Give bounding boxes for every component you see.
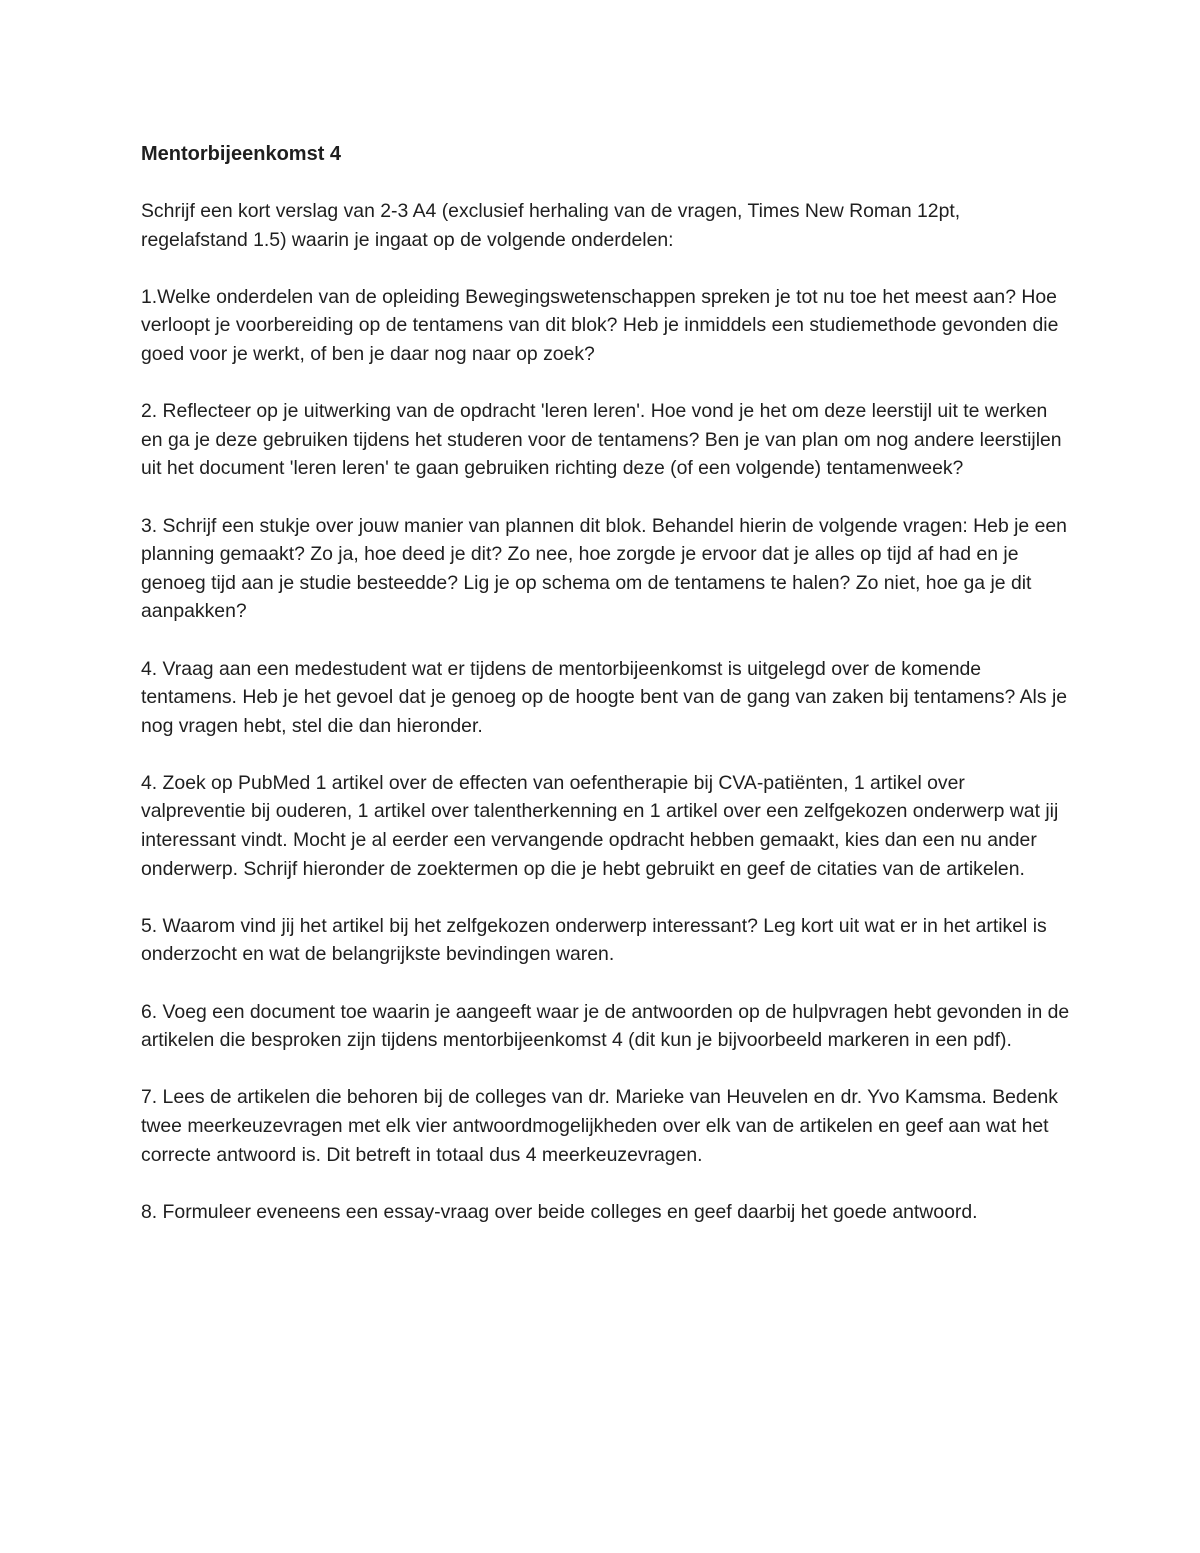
question-2-paragraph: 2. Reflecteer op je uitwerking van de opdracht 'leren leren'. Hoe vond je het om deze leerstijl uit te werken en ga je deze gebruiken tijdens het studeren voor de tentamens? Ben je van plan om nog andere leerstijlen uit het document 'leren leren' te gaan gebruiken richting deze (of een volgende) tentamenweek? [141,400,1062,480]
document-body [141,140,1071,1255]
question-6-paragraph: 6. Voeg een document toe waarin je aangeeft waar je de antwoorden op de hulpvragen hebt gevonden in de artikelen die besproken zijn tijdens mentorbijeenkomst 4 (dit kun je bijvoorbeeld markeren in een pdf). [141,1000,1070,1052]
question-3-paragraph: 3. Schrijf een stukje over jouw manier van plannen dit blok. Behandel hierin de volgende vragen: Heb je een planning gemaakt? Zo ja, hoe deed je dit? Zo nee, hoe zorgde je ervoor dat je alles op tijd af had en je genoeg tijd aan je studie besteedde? Lig je op schema om de tentamens te halen? Zo niet, hoe ga je dit aanpakken? [141,514,1067,623]
document-title: Mentorbijeenkomst 4 [141,143,342,165]
question-1-paragraph: 1.Welke onderdelen van de opleiding Bewegingswetenschappen spreken je tot nu toe het meest aan? Hoe verloopt je voorbereiding op de tentamens van dit blok? Heb je inmiddels een studiemethode gevonden die goed voor je werkt, of ben je daar nog naar op zoek? [141,285,1059,365]
question-5-paragraph: 5. Waarom vind jij het artikel bij het zelfgekozen onderwerp interessant? Leg kort uit wat er in het artikel is onderzocht en wat de belangrijkste bevindingen waren. [141,914,1047,966]
question-7-paragraph: 7. Lees de artikelen die behoren bij de colleges van dr. Marieke van Heuvelen en dr. Yvo Kamsma. Bedenk twee meerkeuzevragen met elk vier antwoordmogelijkheden over elk van de artikelen en geef aan wat het correcte antwoord is. Dit betreft in totaal dus 4 meerkeuzevragen. [141,1086,1058,1166]
intro-paragraph: Schrijf een kort verslag van 2-3 A4 (exclusief herhaling van de vragen, Times New Roman 12pt, regelafstand 1.5) waarin je ingaat op de volgende onderdelen: [141,200,961,251]
question-8-paragraph: 8. Formuleer eveneens een essay-vraag over beide colleges en geef daarbij het goede antwoord. [141,1200,978,1223]
question-4b-paragraph: 4. Zoek op PubMed 1 artikel over de effecten van oefentherapie bij CVA-patiënten, 1 artikel over valpreventie bij ouderen, 1 artikel over talentherkenning en 1 artikel over een zelfgekozen onderwerp wat jij interessant vindt. Mocht je al eerder een vervangende opdracht hebben gemaakt, kies dan een nu ander onderwerp. Schrijf hieronder de zoektermen op die je hebt gebruikt en geef de citaties van de artikelen. [141,771,1059,880]
question-4a-paragraph: 4. Vraag aan een medestudent wat er tijdens de mentorbijeenkomst is uitgelegd over de komende tentamens. Heb je het gevoel dat je genoeg op de hoogte bent van de gang van zaken bij tentamens? Als je nog vragen hebt, stel die dan hieronder. [141,657,1068,737]
